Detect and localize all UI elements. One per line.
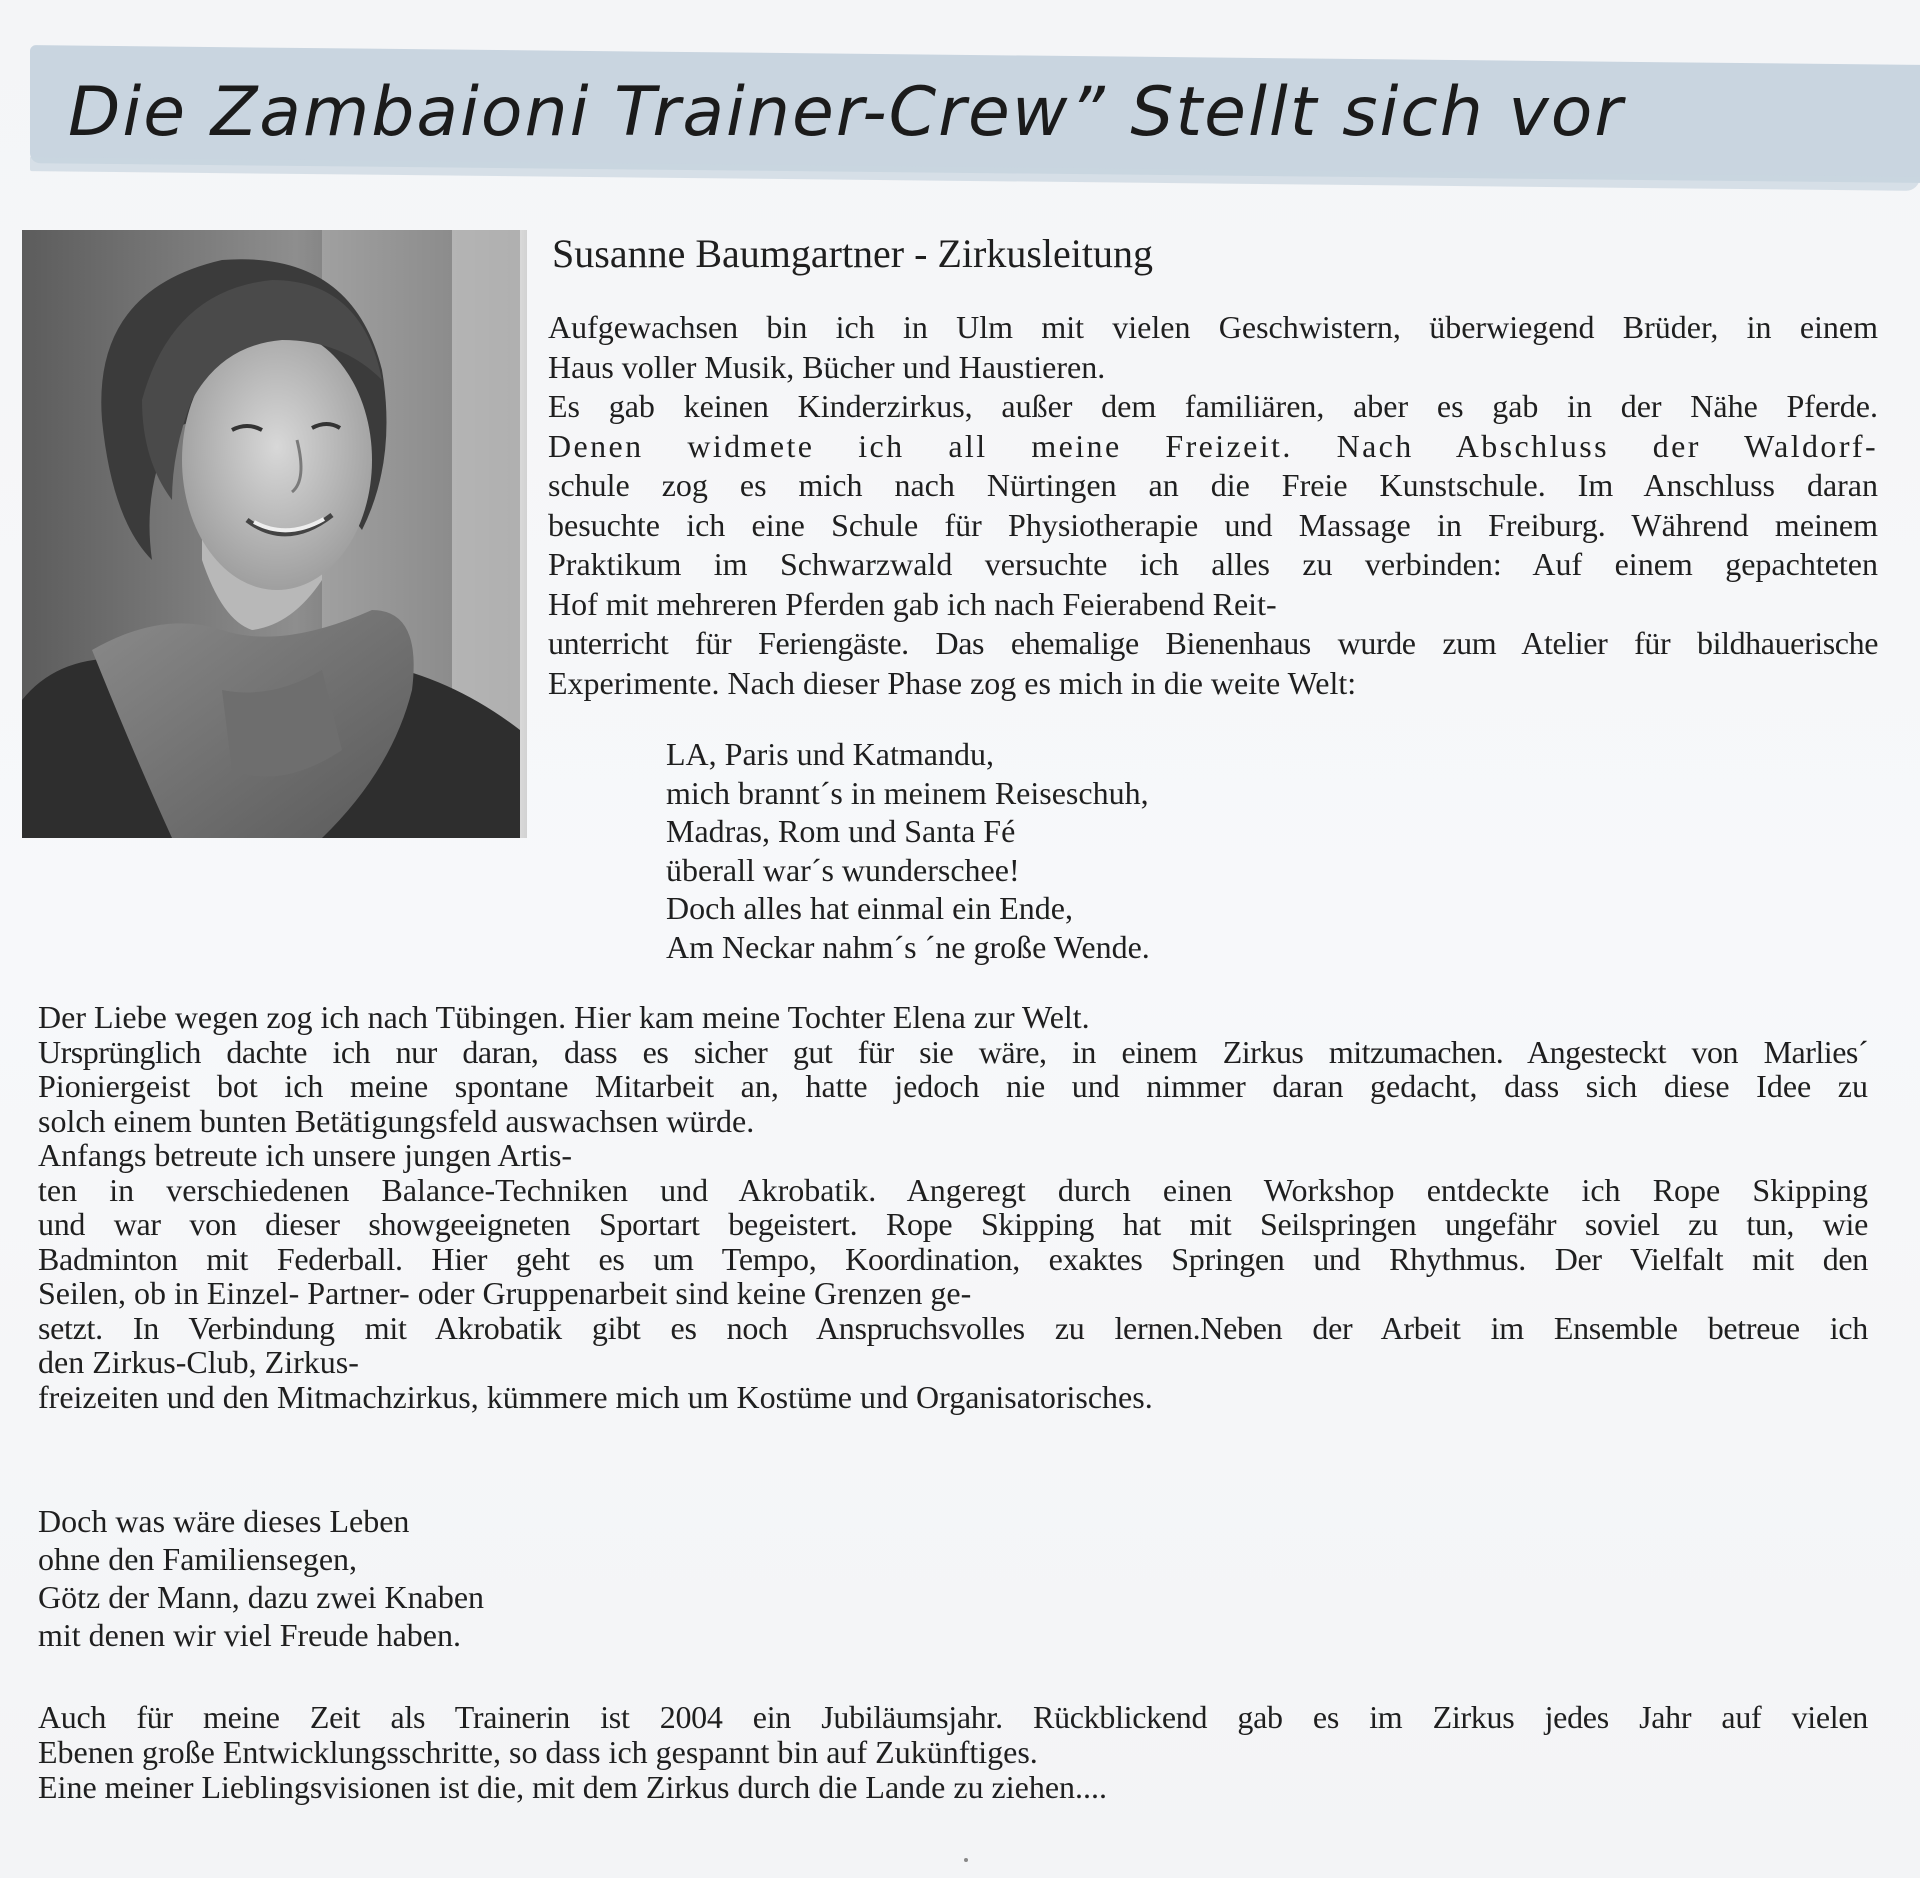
text-line: Hof mit mehreren Pferden gab ich nach Feierabend Reit- <box>548 585 1277 622</box>
text-line: unterricht für Feriengäste. Das ehemalige Bienenhaus wurde zum Atelier für bildhauerische <box>548 625 1878 661</box>
text-line: Pioniergeist bot ich meine spontane Mitarbeit an, hatte jedoch nie und nimmer daran gedacht, dass sich diese Idee zu <box>38 1068 1868 1104</box>
verse-line: Doch was wäre dieses Leben <box>38 1503 410 1539</box>
text-line: besuchte ich eine Schule für Physiotherapie und Massage in Freiburg. Während meinem <box>548 506 1878 543</box>
text-line: Anfangs betreute ich unsere jungen Artis- <box>38 1137 573 1173</box>
poem-line: überall war´s wunderschee! <box>666 851 1020 888</box>
verse-line: mit denen wir viel Freude haben. <box>38 1617 461 1653</box>
page-title: Die Zambaioni Trainer-Crew” Stellt sich vor <box>68 73 1625 152</box>
text-line: solch einem bunten Betätigungsfeld auswachsen würde. <box>38 1102 755 1139</box>
text-line: Eine meiner Lieblingsvisionen ist die, mit dem Zirkus durch die Lande zu ziehen.... <box>38 1769 1108 1805</box>
text-line: schule zog es mich nach Nürtingen an die Freie Kunstschule. Im Anschluss daran <box>548 467 1878 503</box>
text-line: freizeiten und den Mitmachzirkus, kümmere mich um Kostüme und Organisatorisches. <box>38 1378 1153 1415</box>
text-line: Es gab keinen Kinderzirkus, außer dem familiären, aber es gab in der Nähe Pferde. <box>548 388 1878 424</box>
poem-line: mich brannt´s in meinem Reiseschuh, <box>666 774 1149 811</box>
scan-speck <box>964 1858 968 1862</box>
text-line: den Zirkus-Club, Zirkus- <box>38 1344 359 1380</box>
text-line: Denen widmete ich all meine Freizeit. Nach Abschluss der Waldorf- <box>548 427 1878 464</box>
poem-line: Am Neckar nahm´s ´ne große Wende. <box>666 928 1150 965</box>
verse-line: Götz der Mann, dazu zwei Knaben <box>38 1579 485 1615</box>
body-paragraph <box>38 1000 1868 1414</box>
person-heading: Susanne Baumgartner - Zirkusleitung <box>552 231 1153 276</box>
text-line: Ursprünglich dachte ich nur daran, dass es sicher gut für sie wäre, in einem Zirkus mitzumachen. Angesteckt von Marlies´ <box>38 1033 1868 1070</box>
text-line: Ebenen große Entwicklungsschritte, so dass ich gespannt bin auf Zukünftiges. <box>38 1734 1038 1770</box>
text-line: Der Liebe wegen zog ich nach Tübingen. Hier kam meine Tochter Elena zur Welt. <box>38 999 1090 1035</box>
text-line: Seilen, ob in Einzel- Partner- oder Gruppenarbeit sind keine Grenzen ge- <box>38 1275 972 1311</box>
text-line: Auch für meine Zeit als Trainerin ist 2004 ein Jubiläumsjahr. Rückblickend gab es im Zirkus jedes Jahr auf vielen <box>38 1699 1868 1735</box>
text-line: setzt. In Verbindung mit Akrobatik gibt es noch Anspruchsvolles zu lernen.Neben der Arbeit im Ensemble betreue ich <box>38 1309 1868 1346</box>
text-line: Badminton mit Federball. Hier geht es um Tempo, Koordination, exaktes Springen und Rhythmus. Der Vielfalt mit den <box>38 1240 1868 1277</box>
poem-line: LA, Paris und Katmandu, <box>666 736 994 772</box>
text-line: Haus voller Musik, Bücher und Haustieren. <box>548 348 1106 385</box>
text-line: ten in verschiedenen Balance-Techniken und Akrobatik. Angeregt durch einen Workshop entdeckte ich Rope Skipping <box>38 1171 1868 1208</box>
poem-line: Madras, Rom und Santa Fé <box>666 813 1016 849</box>
verse-line: ohne den Familiensegen, <box>38 1541 358 1577</box>
text-line: Praktikum im Schwarzwald versuchte ich alles zu verbinden: Auf einem gepachteten <box>548 546 1878 582</box>
poem-line: Doch alles hat einmal ein Ende, <box>666 890 1073 926</box>
portrait-illustration <box>22 230 520 838</box>
text-line: Aufgewachsen bin ich in Ulm mit vielen Geschwistern, überwiegend Brüder, in einem <box>548 309 1878 345</box>
family-verse <box>38 1502 484 1654</box>
poem <box>666 735 1150 966</box>
text-line: Experimente. Nach dieser Phase zog es mich in die weite Welt: <box>548 664 1357 701</box>
text-line: und war von dieser showgeeigneten Sportart begeistert. Rope Skipping hat mit Seilspringen ungefähr soviel zu tun, wie <box>38 1206 1868 1242</box>
closing-paragraph <box>38 1700 1868 1805</box>
portrait-photo <box>22 230 520 838</box>
intro-paragraph <box>548 308 1878 703</box>
